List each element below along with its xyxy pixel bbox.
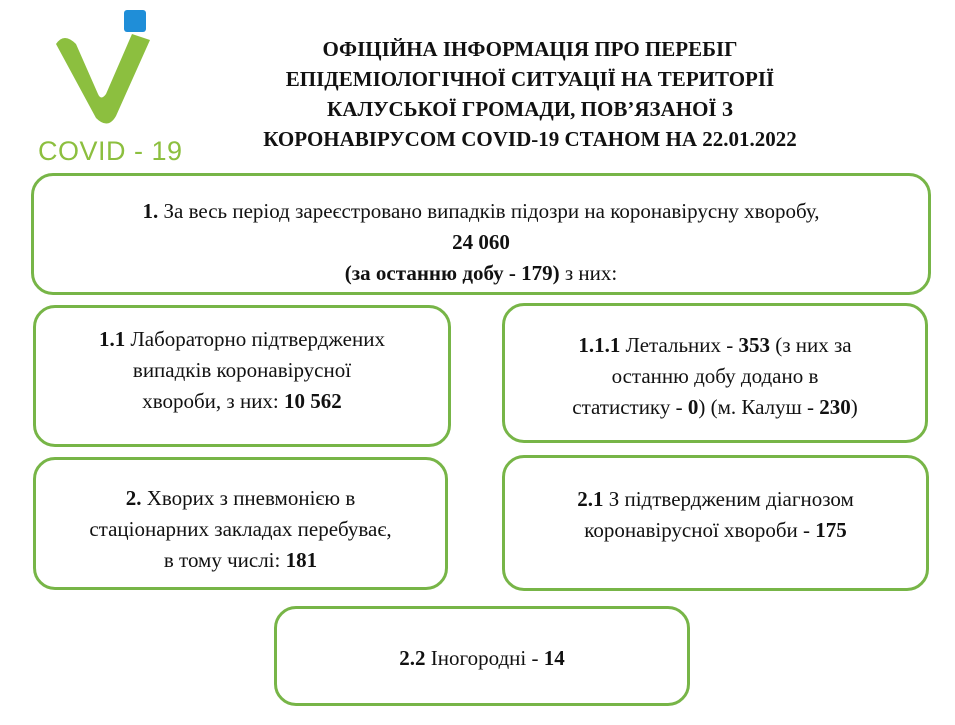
logo-text: COVID - 19: [38, 136, 183, 166]
total-suspected-value: 24 060: [452, 230, 510, 254]
lab-confirmed-value: 10 562: [284, 389, 342, 413]
box-nonresidents: [274, 606, 690, 706]
box-confirmed-diagnosis: [502, 455, 929, 591]
item-text: випадків коронавірусної: [132, 358, 352, 382]
title-line: КОРОНАВІРУСОМ COVID-19 СТАНОМ НА 22.01.2022: [263, 127, 797, 151]
item-text: останню добу додано в: [611, 364, 819, 388]
item-number: 1.1.1: [578, 333, 621, 357]
box-deaths: [502, 303, 928, 443]
title-line: ЕПІДЕМІОЛОГІЧНОЇ СИТУАЦІЇ НА ТЕРИТОРІЇ: [285, 67, 775, 91]
box-total-suspected: [31, 173, 931, 295]
item-text: З підтвердженим діагнозом: [603, 487, 854, 511]
item-text: Хворих з пневмонією в: [141, 486, 356, 510]
covid-logo: [32, 4, 182, 169]
confirmed-diagnosis-value: 175: [815, 518, 847, 542]
pneumonia-value: 181: [285, 548, 318, 572]
title-line: ОФІЦІЙНА ІНФОРМАЦІЯ ПРО ПЕРЕБІГ: [322, 37, 738, 61]
box-pneumonia: [33, 457, 448, 590]
item-number: 1.1: [99, 327, 126, 351]
item-number: 2.: [125, 486, 142, 510]
item-text: Іногородні -: [425, 646, 544, 670]
covid-v-logo-icon: [50, 6, 160, 131]
deaths-kalush-value: 230: [819, 395, 851, 419]
item-text: Лабораторно підтверджених: [125, 327, 385, 351]
item-text: статистику -: [572, 395, 688, 419]
item-number: 2.1: [577, 487, 604, 511]
last-day-count: (за останню добу - 179): [344, 261, 560, 285]
item-number: 2.2: [399, 646, 426, 670]
item-text: хвороби, з них:: [142, 389, 285, 413]
item-text: (з них за: [770, 333, 852, 357]
item-text: За весь період зареєстровано випадків підозри на коронавірусну хворобу,: [158, 199, 820, 223]
item-text: в тому числі:: [163, 548, 286, 572]
deaths-value: 353: [738, 333, 770, 357]
page-title: [180, 34, 880, 154]
item-number: 1.: [142, 199, 159, 223]
item-text: Летальних -: [620, 333, 739, 357]
item-text: ) (м. Калуш -: [698, 395, 820, 419]
deaths-last-day-value: 0: [687, 395, 699, 419]
nonresidents-value: 14: [543, 646, 565, 670]
item-text: коронавірусної хвороби -: [584, 518, 816, 542]
title-line: КАЛУСЬКОЇ ГРОМАДИ, ПОВ’ЯЗАНОЇ З: [327, 97, 733, 121]
item-text: з них:: [559, 261, 618, 285]
item-text: стаціонарних закладах перебуває,: [89, 517, 392, 541]
item-text: ): [850, 395, 858, 419]
box-lab-confirmed: [33, 305, 451, 447]
